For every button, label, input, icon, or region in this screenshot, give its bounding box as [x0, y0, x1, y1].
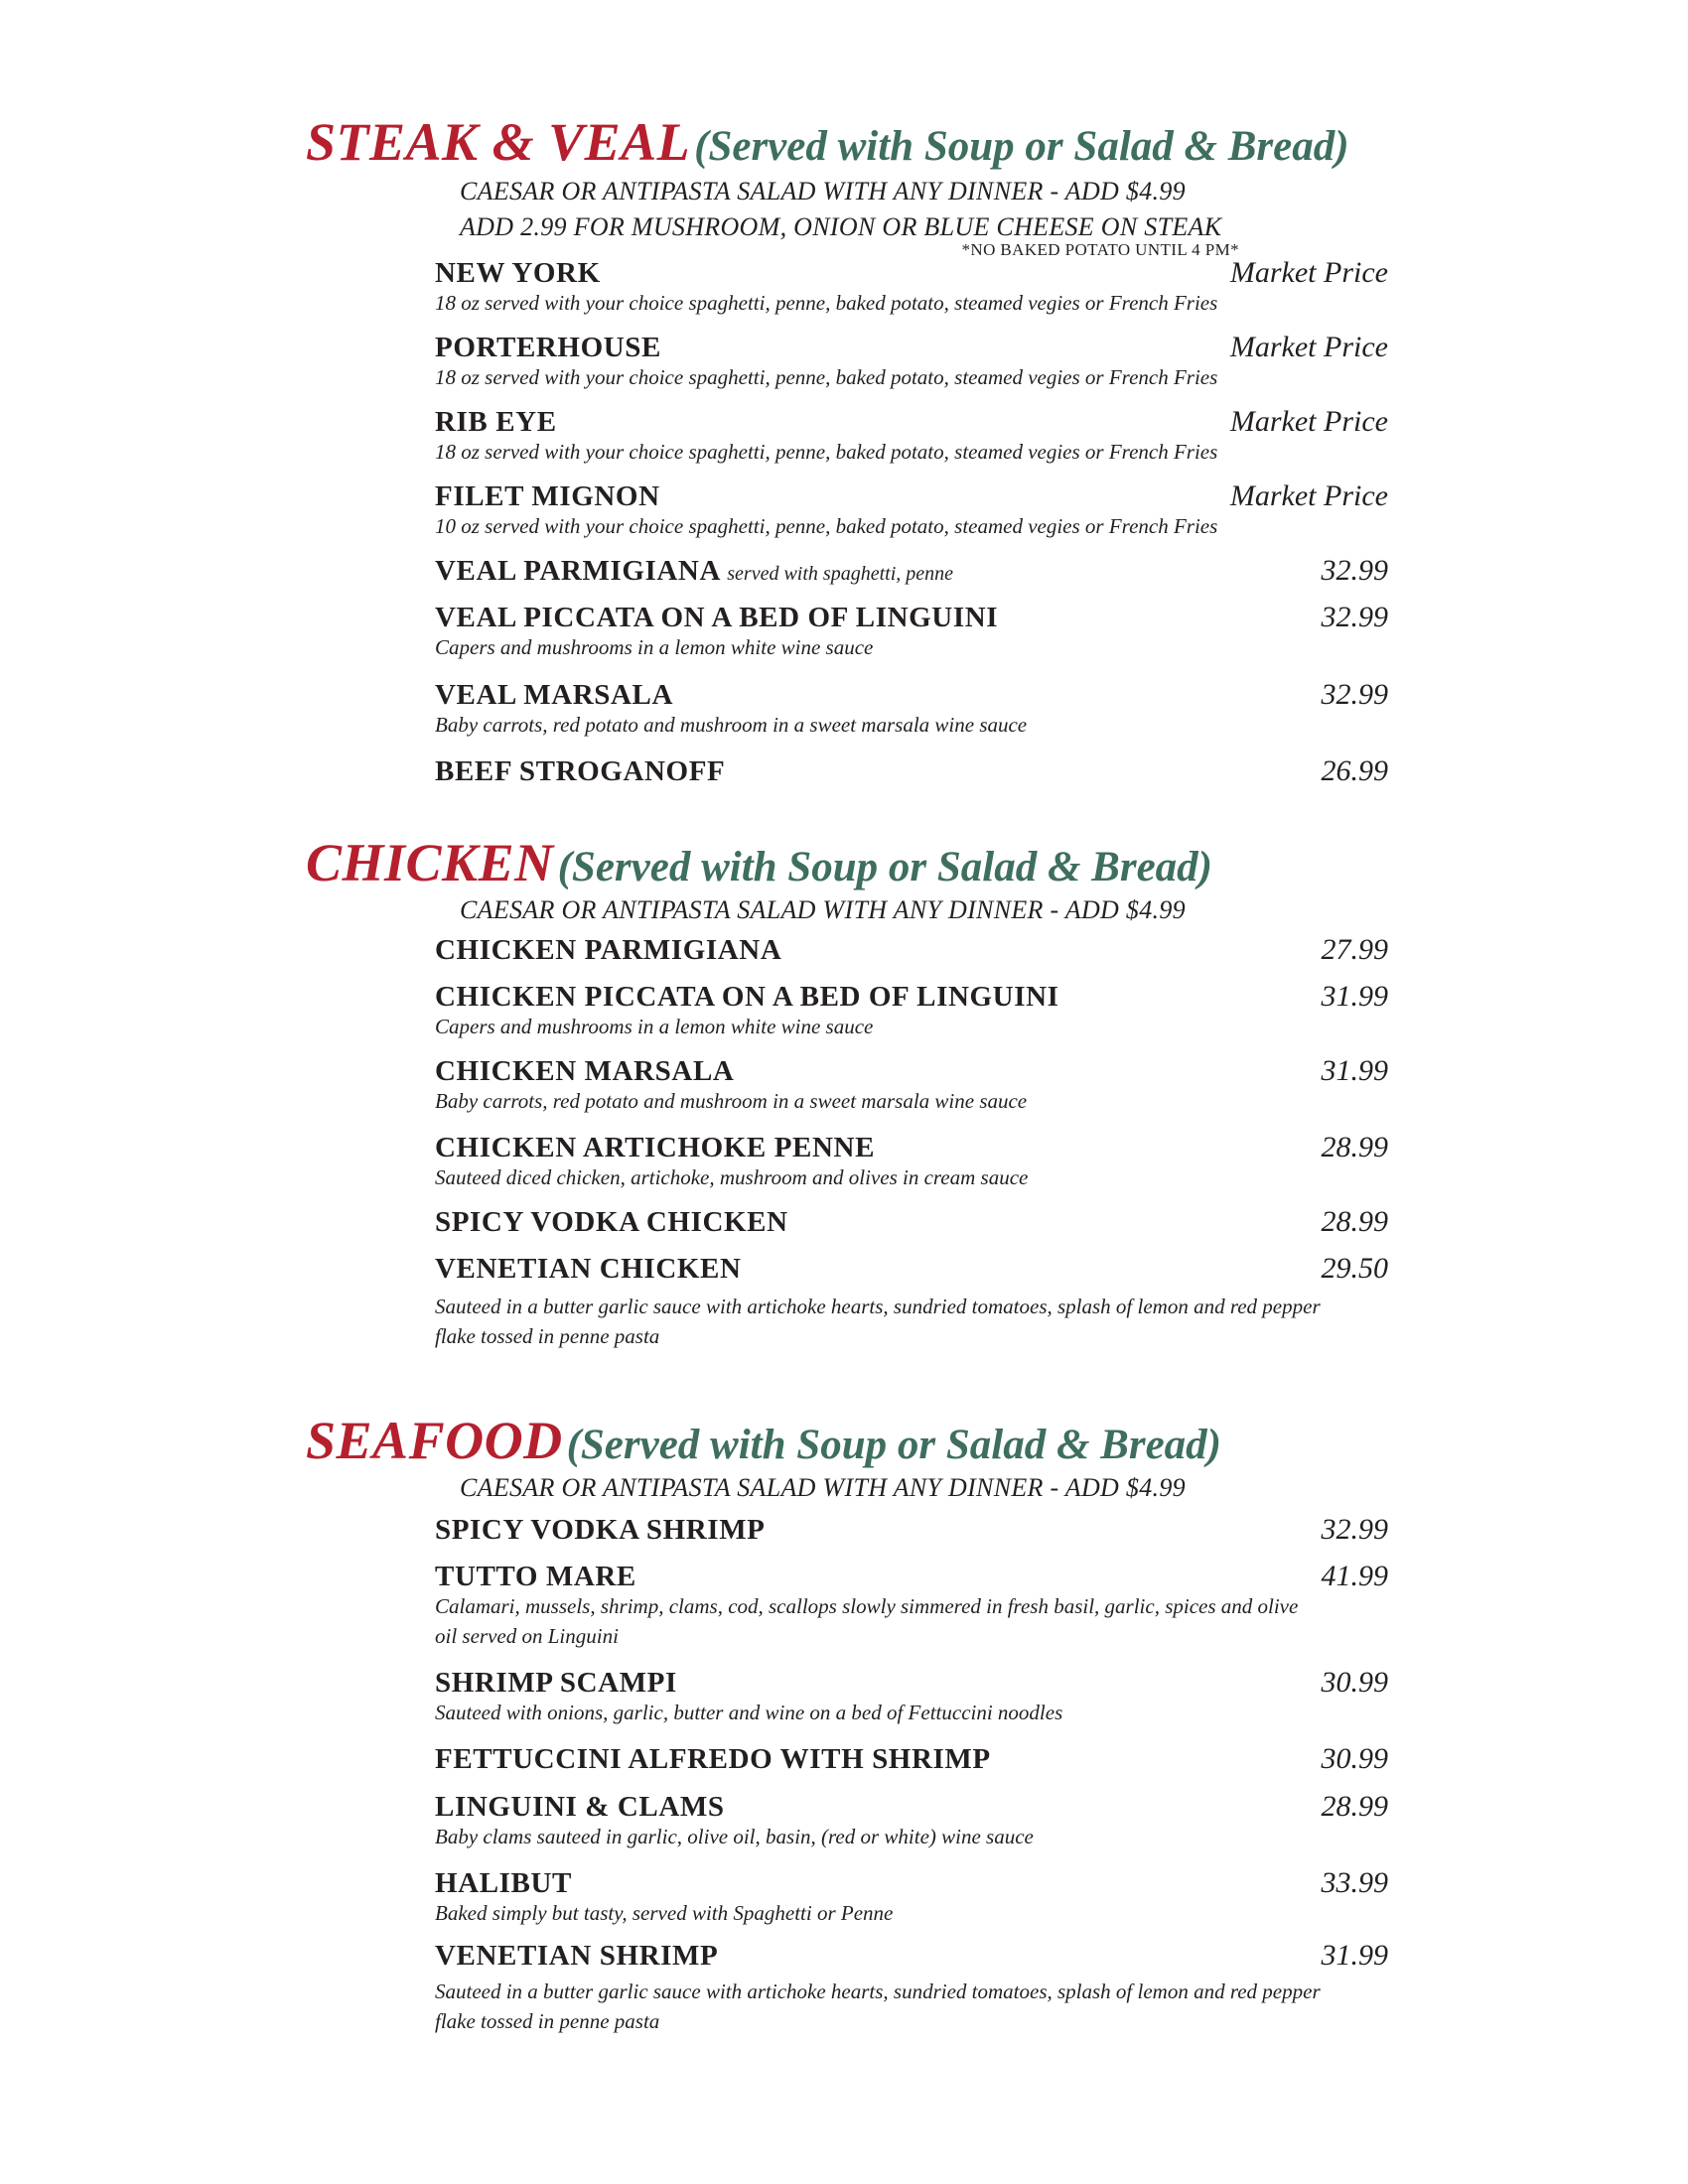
item-description: 18 oz served with your choice spaghetti, penne, baked potato, steamed vegies or French Fries	[435, 365, 1218, 389]
menu-item-tutto-mare	[435, 1560, 1388, 1651]
item-description: Sauteed with onions, garlic, butter and wine on a bed of Fettuccini noodles	[435, 1701, 1063, 1724]
item-description: 10 oz served with your choice spaghetti, penne, baked potato, steamed vegies or French Fries	[435, 514, 1218, 538]
item-description: 18 oz served with your choice spaghetti, penne, baked potato, steamed vegies or French Fries	[435, 440, 1218, 464]
item-price: 28.99	[1321, 1131, 1388, 1163]
item-price: 30.99	[1321, 1666, 1388, 1699]
item-name: CHICKEN ARTICHOKE PENNE	[435, 1132, 876, 1163]
item-name: VENETIAN CHICKEN	[435, 1253, 742, 1285]
item-name: CHICKEN PICCATA ON A BED OF LINGUINI	[435, 981, 1059, 1013]
menu-item-beef-stroganoff	[435, 754, 1388, 788]
salad-addon-note: CAESAR OR ANTIPASTA SALAD WITH ANY DINNER - ADD $4.99	[460, 1473, 1186, 1502]
menu-item-chicken-piccata	[435, 980, 1388, 1041]
menu-item-chicken-parmigiana	[435, 933, 1388, 967]
item-description: Baby carrots, red potato and mushroom in a sweet marsala wine sauce	[435, 713, 1028, 737]
item-price: Market Price	[1229, 405, 1388, 438]
item-description: Capers and mushrooms in a lemon white wine sauce	[435, 635, 874, 659]
item-price: 33.99	[1321, 1866, 1388, 1899]
menu-item-halibut	[435, 1866, 1388, 1928]
menu-item-venetian-shrimp	[435, 1939, 1388, 2036]
item-description: Baby carrots, red potato and mushroom in a sweet marsala wine sauce	[435, 1089, 1028, 1113]
section-title: SEAFOOD	[306, 1411, 563, 1470]
menu-item-chicken-artichoke-penne	[435, 1131, 1388, 1192]
item-name: CHICKEN MARSALA	[435, 1055, 735, 1087]
item-name: PORTERHOUSE	[435, 332, 661, 363]
item-price: 32.99	[1321, 601, 1388, 633]
menu-item-veal-parmigiana	[435, 554, 1388, 591]
menu-item-filet-mignon	[435, 479, 1388, 541]
item-price: 28.99	[1321, 1205, 1388, 1238]
item-description: Calamari, mussels, shrimp, clams, cod, scallops slowly simmered in fresh basil, garlic, spices and olive oil served on Linguini	[435, 1594, 1299, 1648]
menu-item-shrimp-scampi	[435, 1666, 1388, 1727]
menu-item-spicy-vodka-chicken	[435, 1205, 1388, 1239]
item-name: TUTTO MARE	[435, 1561, 636, 1592]
section-subtitle: (Served with Soup or Salad & Bread)	[566, 1422, 1221, 1468]
item-description: Sauteed in a butter garlic sauce with artichoke hearts, sundried tomatoes, splash of lemon and red pepper flake tossed in penne pasta	[435, 1295, 1321, 1348]
menu-item-venetian-chicken	[435, 1252, 1388, 1351]
item-description: Sauteed in a butter garlic sauce with artichoke hearts, sundried tomatoes, splash of lemon and red pepper flake tossed in penne pasta	[435, 1979, 1321, 2033]
item-price: 31.99	[1321, 1939, 1388, 1972]
steak-topping-note: ADD 2.99 FOR MUSHROOM, ONION OR BLUE CHEESE ON STEAK	[460, 212, 1222, 241]
section-subtitle: (Served with Soup or Salad & Bread)	[694, 123, 1349, 170]
item-price: 32.99	[1321, 678, 1388, 711]
section-title: CHICKEN	[306, 833, 554, 892]
menu-item-rib-eye	[435, 405, 1388, 467]
item-name: SPICY VODKA CHICKEN	[435, 1206, 788, 1238]
menu-item-veal-marsala	[435, 678, 1388, 740]
menu-item-veal-piccata	[435, 601, 1388, 662]
item-name: HALIBUT	[435, 1867, 572, 1899]
item-price: 32.99	[1321, 554, 1388, 587]
salad-addon-note: CAESAR OR ANTIPASTA SALAD WITH ANY DINNER - ADD $4.99	[460, 895, 1186, 924]
item-price: 30.99	[1321, 1742, 1388, 1775]
section-title: STEAK & VEAL	[306, 112, 691, 172]
steak-veal-header	[306, 111, 1349, 173]
item-price: 32.99	[1321, 1513, 1388, 1546]
item-price: Market Price	[1229, 331, 1388, 363]
item-inline-description: served with spaghetti, penne	[727, 563, 953, 585]
item-name: BEEF STROGANOFF	[435, 755, 726, 787]
salad-addon-note: CAESAR OR ANTIPASTA SALAD WITH ANY DINNER - ADD $4.99	[460, 177, 1186, 205]
item-name: LINGUINI & CLAMS	[435, 1791, 725, 1823]
menu-item-linguini-clams	[435, 1790, 1388, 1851]
item-description: Baby clams sauteed in garlic, olive oil, basin, (red or white) wine sauce	[435, 1825, 1034, 1848]
section-subtitle: (Served with Soup or Salad & Bread)	[557, 844, 1212, 890]
item-name: SPICY VODKA SHRIMP	[435, 1514, 766, 1546]
item-name: VEAL PARMIGIANA	[435, 555, 720, 587]
menu-item-new-york	[435, 256, 1388, 318]
item-description: Sauteed diced chicken, artichoke, mushroom and olives in cream sauce	[435, 1165, 1029, 1189]
item-price: Market Price	[1229, 256, 1388, 289]
item-price: 28.99	[1321, 1790, 1388, 1823]
item-description: Capers and mushrooms in a lemon white wine sauce	[435, 1015, 874, 1038]
item-price: 41.99	[1321, 1560, 1388, 1592]
item-name: SHRIMP SCAMPI	[435, 1667, 677, 1699]
item-description: Baked simply but tasty, served with Spaghetti or Penne	[435, 1901, 894, 1925]
menu-item-fettuccini-alfredo-shrimp	[435, 1742, 1388, 1776]
baked-potato-note: *NO BAKED POTATO UNTIL 4 PM*	[961, 240, 1239, 259]
item-name: RIB EYE	[435, 406, 557, 438]
menu-item-chicken-marsala	[435, 1054, 1388, 1116]
menu-item-spicy-vodka-shrimp	[435, 1513, 1388, 1547]
item-name: CHICKEN PARMIGIANA	[435, 934, 782, 966]
item-name: VEAL PICCATA ON A BED OF LINGUINI	[435, 602, 999, 633]
item-price: 27.99	[1321, 933, 1388, 966]
item-price: 31.99	[1321, 1054, 1388, 1087]
item-price: Market Price	[1229, 479, 1388, 512]
seafood-header	[306, 1410, 1221, 1471]
item-price: 26.99	[1321, 754, 1388, 787]
item-name: FILET MIGNON	[435, 480, 660, 512]
item-price: 29.50	[1321, 1252, 1388, 1285]
item-name: NEW YORK	[435, 257, 601, 289]
item-name-row	[435, 554, 1388, 591]
item-name: FETTUCCINI ALFREDO WITH SHRIMP	[435, 1743, 991, 1775]
item-price: 31.99	[1321, 980, 1388, 1013]
chicken-header	[306, 832, 1212, 893]
item-description: 18 oz served with your choice spaghetti, penne, baked potato, steamed vegies or French Fries	[435, 291, 1218, 315]
item-name: VENETIAN SHRIMP	[435, 1940, 719, 1972]
menu-item-porterhouse	[435, 331, 1388, 392]
item-name: VEAL MARSALA	[435, 679, 674, 711]
